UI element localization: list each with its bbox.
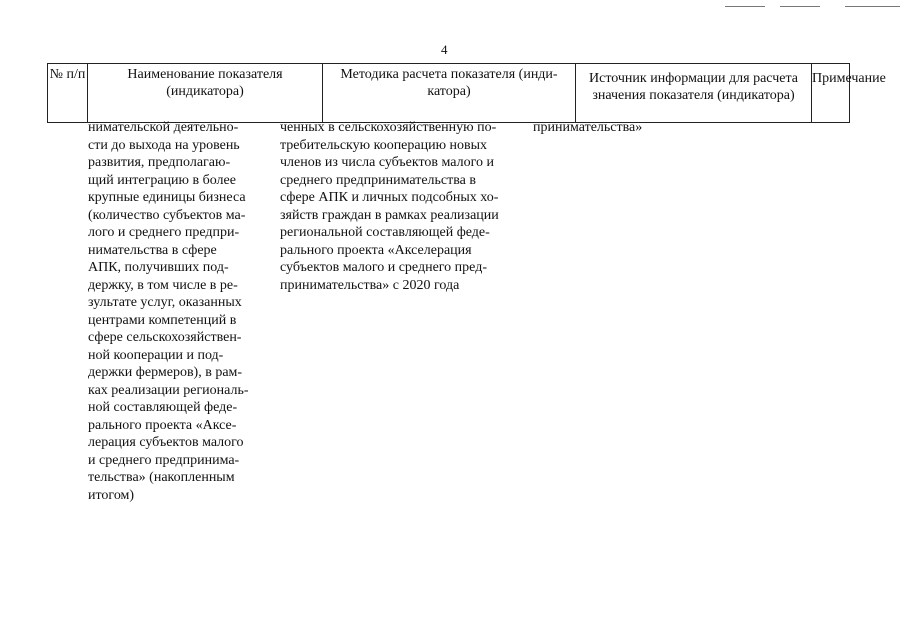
header-indicator-name: Наименование показателя (индикатора)	[87, 64, 322, 122]
text-line: развития, предполагаю-	[88, 155, 231, 170]
text-line: нимательской деятельно-	[88, 120, 239, 135]
indicator-name-cell	[88, 119, 268, 504]
text-line: крупные единицы бизнеса	[88, 190, 246, 205]
text-line: держку, в том числе в ре-	[88, 277, 238, 293]
page-number: 4	[441, 42, 448, 57]
text-line: (количество субъектов ма-	[88, 207, 246, 223]
text-line: итогом)	[88, 487, 135, 503]
text-line: и среднего предпринима-	[88, 452, 240, 468]
text-line: ной составляющей феде-	[88, 400, 238, 415]
text-line: АПК, получивших под-	[88, 260, 229, 275]
text-line: принимательства» с 2020 года	[280, 277, 460, 293]
text-line: зультате услуг, оказанных	[88, 295, 242, 310]
text-line: лого и среднего предпри-	[88, 225, 240, 240]
header-number: № п/п	[47, 64, 87, 122]
text-line: сти до выхода на уровень	[88, 137, 240, 153]
calculation-method-cell	[280, 119, 523, 294]
text-line: рального проекта «Акселерация	[280, 242, 472, 258]
table-header	[47, 63, 886, 123]
header-information-source: Источник информации для расчета значения показателя (индикатора)	[575, 64, 811, 122]
text-line: ках реализации региональ-	[88, 382, 249, 398]
scan-artifact-line	[780, 6, 820, 7]
text-line: региональной составляющей феде-	[280, 225, 490, 240]
text-line: нимательства в сфере	[88, 242, 217, 258]
text-line: центрами компетенций в	[88, 312, 237, 328]
text-line: рального проекта «Аксе-	[88, 417, 237, 433]
text-line: требительскую кооперацию новых	[280, 137, 488, 153]
information-source-cell	[533, 119, 683, 137]
scan-artifact-line	[725, 6, 765, 7]
text-line: ченных в сельскохозяйственную по-	[280, 120, 497, 135]
text-line: членов из числа субъектов малого и	[280, 155, 495, 170]
text-line: лерация субъектов малого	[88, 435, 244, 450]
text-line: ной кооперации и под-	[88, 347, 224, 363]
text-line: щий интеграцию в более	[88, 172, 236, 188]
text-line: зяйств граждан в рамках реализации	[280, 207, 499, 223]
text-line: держки фермеров), в рам-	[88, 365, 243, 380]
scan-artifact-line	[845, 6, 900, 7]
text-line: субъектов малого и среднего пред-	[280, 260, 487, 275]
text-line: сфере сельскохозяйствен-	[88, 330, 242, 345]
header-calculation-method: Методика расчета показателя (инди-катора)	[322, 64, 575, 122]
text-line: принимательства»	[533, 120, 643, 135]
text-line: среднего предпринимательства в	[280, 172, 476, 188]
header-note: Примечание	[811, 64, 850, 122]
text-line: тельства» (накопленным	[88, 470, 235, 485]
text-line: сфере АПК и личных подсобных хо-	[280, 190, 499, 205]
